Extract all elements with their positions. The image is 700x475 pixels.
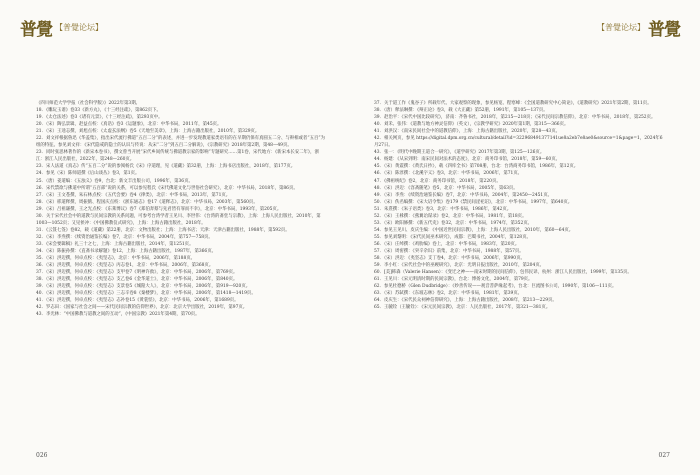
footnote: 61．王见川：《宋元明清时期的民间宗教》，台北：博扬文化，2004年，第79页。 xyxy=(374,277,533,283)
footnote: 37．关于道工作《鬼谷子》所载年代、大家观察的现象，参见杨宽、程寒峰：《全国道教研究中心简论》，《道教研究》2021年第2期，第11页。 xyxy=(374,101,652,106)
footnote: 32．（宋）李焘撰：《续资治通鉴长编》卷7，北京：中华书局，2004年，第757—758页。 xyxy=(36,234,213,240)
footnote: 35．（宋）洪迈撰，何卓点校：《夷坚志》，北京：中华书局，2006年，第188页。 xyxy=(36,256,196,262)
footnote: 48．（宋）洪迈：《容斋随笔》卷5，北京：中华书局，2005年，第63页。 xyxy=(374,185,518,191)
right-page xyxy=(350,0,700,475)
footnote: 40．刘禾、张伟：《道教与地方神灵信仰》（英文），《宗教学研究》2020年第1期，第315—366页。 xyxy=(374,122,569,128)
footnote: 33．《宋会要辑稿》礼三十之七，上海：上海古籍出版社，2014年，第1251页。 xyxy=(36,241,194,247)
footnote: 27．（宋）王文苍撰，朱石林点校：《五代会要》卷4《律类》，北京：中华书局，2013年，第71页。 xyxy=(36,192,231,198)
right-notes-list xyxy=(374,100,666,311)
journal-logo: 普覺 xyxy=(648,19,680,40)
footnote: 59．李小红：《宋代社会中的巫觋研究》，北京：光明日报出版社，2010年，第204页。 xyxy=(374,263,545,269)
journal-name: 【普覺论坛】 xyxy=(597,22,645,32)
journal-name: 【普覺论坛】 xyxy=(55,22,103,32)
footnote: 24．参见（宋）陈师道撰《后山谈丛》卷3，第1页。 xyxy=(36,171,140,177)
footnote: 30．关于宋代社会中的道教与民间宗教的关系问题，可参考台湾学者王见川、李世伟：《台湾的斋堂与宗教》，上海：上海人民出版社，2010年，第1003—1052页；又见侯冲：《中国佛教仪式研究》，上海：上海古籍出版社，2018年。 xyxy=(36,213,321,226)
footnote: 40．（宋）洪迈撰，何卓点校：《夷坚志》三志辛卷8《秦楼梦》，北京：中华书局，2006年，第1418—1419页。 xyxy=(36,291,256,297)
footnote: 58．（宋）洪迈：《夷坚志》支丁卷4，北京：中华书局，2006年，第990页。 xyxy=(374,256,525,262)
footnote: 60．[美]韩森（Valerie Hansen）：《变迁之神——南宋时期的民间信仰》，包伟民译，杭州：浙江人民出版社，1999年，第135页。 xyxy=(374,270,632,276)
left-header xyxy=(20,14,103,40)
footnote: 23．宋人法道《真志》传“五百二分”说的参阅杨氏《宋》序道理，见《道藏》第32册，上海：上海书店出版社，2018年，第177页。 xyxy=(36,164,296,170)
footnote: 29．（宋）吕祖谦撰，王之光点校：《东莱博议》卷7《郑伯奔蔡与先君皆有罪而不幸》，北京：中华书局，1993年，第205页。 xyxy=(36,206,282,212)
footnote: 18．《雕玩玉谱》卷33《新方丸》，《十三经注疏》，第862页下。 xyxy=(36,108,161,114)
footnote: 38．（宋）洪迈撰，何卓点校：《夷坚志》支乙卷6《金华道士》，北京：中华书局，2006年，第840页。 xyxy=(36,277,238,283)
footnote: 52．（宋）王栐撰：《燕翼诒谋录》卷2，北京：中华书局，1981年，第18页。 xyxy=(374,213,527,219)
footnote: 37．（宋）洪迈撰，何卓点校：《夷坚志》支甲卷7《明神许救》，北京：中华书局，2006年，第769页。 xyxy=(36,270,238,276)
footnote: 22．刘文祥根据鲁迅《华盖集》，指出宋代流行佛道“五百二分”的表述，并进一步发现教道家类语有的在早期仍保有真圆五二分、与辩相或者“五百”为组的特征。参见刘文祥：《宋代隐戒的隐士的认识与传说：从宋“二分”到五百二分解说》，《宗教研究》2018年第2期，第48—49页。 xyxy=(36,136,325,149)
footnote: 62．参见杜德桥（Glen Dudbridge）：《妙善传说——观音菩萨缘起考》，台北：巨流图书公司，1990年，第106—111页。 xyxy=(374,284,617,290)
footnote: 25．（唐）姜道编：《五浊义》卷9，台北：新文丰出版公司，1996年，第36页。 xyxy=(36,178,193,184)
footnote: 65．王毓铨（王毓铨）：《宋元民间宗教》，北京：人民出版社，2017年，第321—381页。 xyxy=(374,305,551,311)
left-notes-list xyxy=(36,100,326,318)
footnote: 41．（宋）洪迈撰，何卓点校：《夷坚志》志补卷15《黄裳怪》，北京：中华书局，2006年，第1689页。 xyxy=(36,298,239,304)
footnote: 28．（宋）邢道释撰，周振鹤、程国庆点校：《浙东通志》卷17《道释志》，北京：中华书局，2003年，第560页。 xyxy=(36,199,258,205)
footnote: 23．同时张思林著作的《新宋本卷书》，撰文曾当开展“宋代乡间传统与佛道教宗家的影响”专题研究……第1卷，宋代地方：《新宋本长安二年》，浙江：浙江人民出版社，2022年，第248—260页。 xyxy=(36,150,319,163)
footnote: 54．参见王见川、皮庆生编：《中国近世民间宗教》，上海：上海人民出版社，2010年，第60—64页。 xyxy=(374,227,574,233)
footnote: 39．赵治平：《宋代中国比较研究》，济南：齐鲁书社，2018年，第215—218页；《宋代民间宗教信仰》，北京：中华书局，2018年，第252页。 xyxy=(374,115,656,121)
footnote: 36．（宋）洪迈撰，何卓点校：《夷坚志》丙志卷1，北京：中华书局，2006年，第368页。 xyxy=(36,263,214,269)
footnote: 46．（宋）陈淳撰：《北溪字义》卷3，北京：中华书局，2006年，第71页。 xyxy=(374,171,523,177)
right-header xyxy=(597,14,680,40)
footnote: （四川师范大学学报（社会科学版）》2022年第3期。 xyxy=(36,101,140,106)
footnote: 41．刘洪汉：《南宋民间社会中的道教信仰》，上海：上海古籍出版社，2020年，第28—43页。 xyxy=(374,129,560,135)
footnote: 63．（宋）苏轼撰：《东坡志林》卷2，北京：中华书局，1981年，第39页。 xyxy=(374,291,523,297)
footnote: 44．杨建：《从宋到明：南宋民间对法术的态度》，北京：商务印书馆，2018年，第59—60页。 xyxy=(374,157,560,163)
right-page-number: 027 xyxy=(658,452,670,459)
footnote: 55．参见刘黎明：《宋代民间巫术研究》，成都：巴蜀书社，2004年，第128页。 xyxy=(374,234,531,240)
left-page-number: 026 xyxy=(36,452,48,459)
footnote: 39．（宋）洪迈撰，何卓点校：《夷坚志》支景卷5《城隍大人》，北京：中华书局，2006年，第919—920页。 xyxy=(36,284,251,290)
footnote: 56．（宋）庄绰撰：《鸡肋编》卷上，北京：中华书局，1983年，第20页。 xyxy=(374,241,520,247)
footnote: 45．（宋）黄震撰：《黄氏日抄》，载《四库全书》第708册，台北：台湾商务印书馆，1986年，第12页。 xyxy=(374,164,579,170)
footnote: 64．皮庆生：《宋代民众祠神信仰研究》，上海：上海古籍出版社，2008年，第213—229页。 xyxy=(374,298,557,304)
journal-logo: 普覺 xyxy=(20,19,52,40)
footnote: 42．相关网页，参见 https://digital.dpm.org.cn/cultural/detail?id=322968491377141ue8a2eb7e8ae0&source=1&page=1，2024年6月27日。 xyxy=(374,136,663,149)
footnote: 50．（宋）佚名编撰：《宋大诏令集》卷179《禁民间淫祀诏》，北京：中华书局，1997年，第640页。 xyxy=(374,199,573,205)
footnote: 26．宋代禁欲与佛道中所谓“五百部”说的关系，可以参见程氏《宋代佛道文化与世俗社会研究》，北京：中华书局，2018年，第86页。 xyxy=(36,185,298,191)
footnote: 57．（宋）周密撰：《癸辛杂识》前集，北京：中华书局，1988年，第57页。 xyxy=(374,248,524,254)
footnote: 49．（宋）李焘：《续资治通鉴长编》卷7，北京：中华书局，2004年，第2450—2451页。 xyxy=(374,192,553,198)
footnote: 43．李光林：“中国佛教与道教之间的互动”，《中国宗教》2021年第4期，第70页。 xyxy=(36,312,200,318)
footnote: 38．（唐）释法琳撰：《辩正论》卷3，载《大正藏》第52册，1991年，第105—137页。 xyxy=(374,108,548,114)
footnote: 53．（宋）欧阳修撰：《新五代史》卷32，北京：中华书局，1974年，第352页。 xyxy=(374,220,533,226)
footnote: 19．《太仓法述》卷3《诸有元景》，《十三经注疏》，第293页中。 xyxy=(36,115,163,121)
footnote: 42．罗志田：《国家与社会之间——宋代民间宗教的信仰世界》，北京：北京大学出版社，2019年，第97页。 xyxy=(36,305,248,311)
footnote: 51．朱熹撰：《朱子语类》卷3，北京：中华书局，1986年，第42页。 xyxy=(374,206,512,212)
footnote: 47．《佛祖统纪》卷2，北京：商务印书馆，2018年，第220页。 xyxy=(374,178,501,184)
footnote: 20．（宋）陶弘景辑，赵益点校：《真诰》卷3《运题象》，北京：中华书局，2011年，第45页。 xyxy=(36,122,222,128)
footnote: 43．张一：《明代中晚期王道合一研究》，《道学研究》2017年第3期，第125—126页。 xyxy=(374,150,545,156)
footnote: 34．（宋）陈振孙撰：《直斋书录解题》卷12，上海：上海古籍出版社，1987年，第366页。 xyxy=(36,248,217,254)
footnote: 21．（宋）王逵志撰，刘旭点校：《太虚玄法纲》卷5《天地至美章》，上海：上海古籍出版社，2010年，第329页。 xyxy=(36,129,260,135)
footnote: 31．《云笈七签》卷82，载《道藏》第22册，北京：文物出版社；上海：上海书店；天津：天津古籍出版社，1988年，第592页。 xyxy=(36,227,290,233)
